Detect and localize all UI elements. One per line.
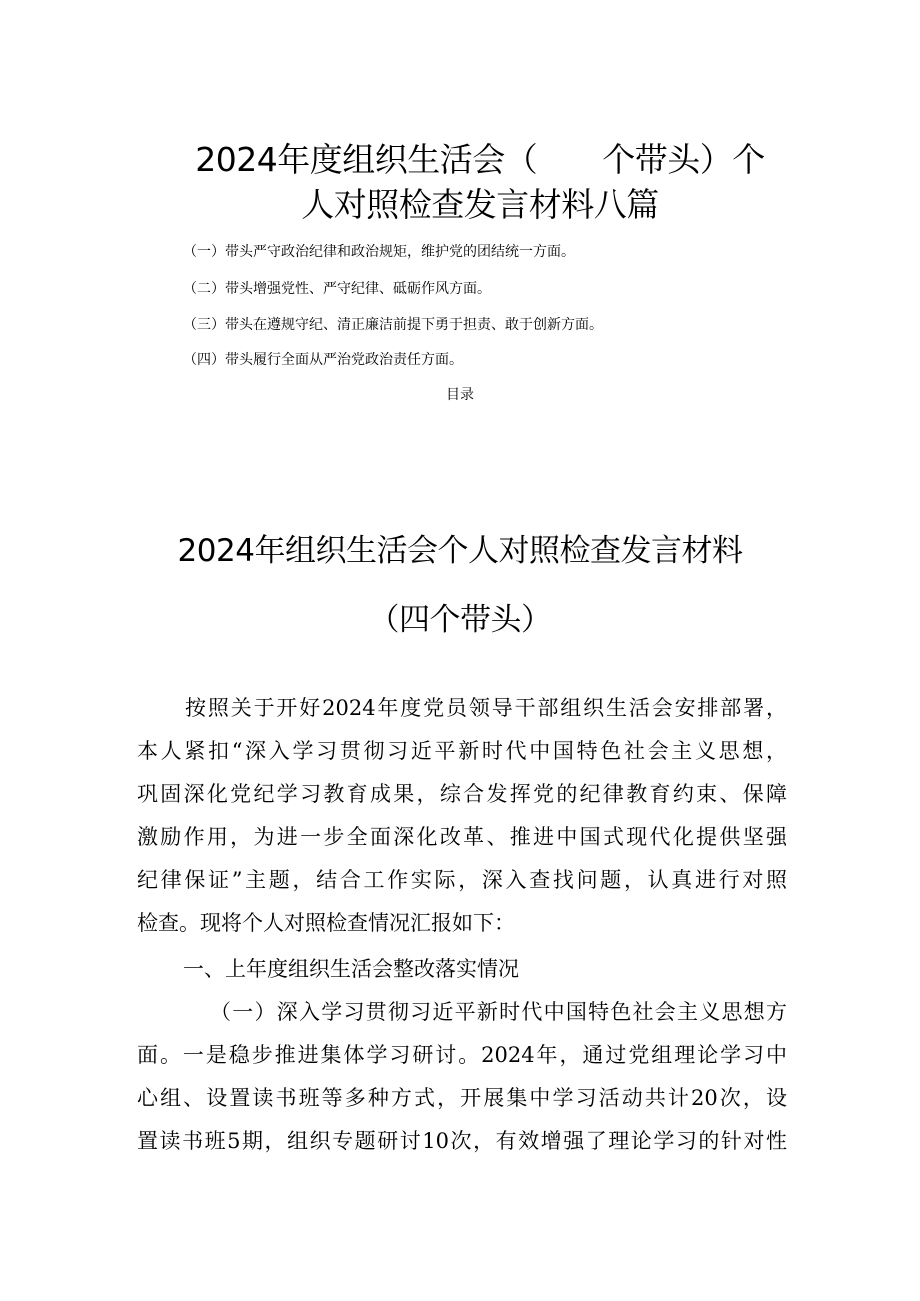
- toc-item: （二）带头增强党性、严守纪律、砥砺作风方面。: [183, 281, 491, 297]
- intro-line: 本人紧扣“深入学习贯彻习近平新时代中国特色社会主义思想，: [137, 739, 787, 763]
- intro-line: 激励作用，为进一步全面深化改革、推进中国式现代化提供坚强: [137, 825, 787, 849]
- section-heading: 一、上年度组织生活会整改落实情况: [183, 957, 519, 981]
- toc-item: （一）带头严守政治纪律和政治规矩，维护党的团结统一方面。: [183, 244, 575, 260]
- article-title-line-2: （四个带头）: [368, 602, 552, 638]
- article-title-line-1: 2024年组织生活会个人对照检查发言材料: [177, 533, 743, 569]
- intro-line: 按照关于开好2024年度党员领导干部组织生活会安排部署，: [185, 696, 787, 720]
- cover-title-line-1: 2024年度组织生活会（ 个带头）个: [195, 140, 765, 179]
- intro-line: 巩固深化党纪学习教育成果，综合发挥党的纪律教育约束、保障: [137, 782, 787, 806]
- intro-line: 检查。现将个人对照检查情况汇报如下：: [137, 911, 515, 935]
- intro-line: 纪律保证”主题，结合工作实际，深入查找问题，认真进行对照: [137, 868, 787, 892]
- toc-label: 目录: [446, 387, 474, 403]
- toc-item: （三）带头在遵规守纪、清正廉洁前提下勇于担责、敢于创新方面。: [183, 317, 603, 333]
- section-line: 心组、设置读书班等多种方式，开展集中学习活动共计20次，设: [137, 1086, 787, 1110]
- section-line: 面。一是稳步推进集体学习研讨。2024年，通过党组理论学习中: [137, 1043, 787, 1067]
- section-line: 置读书班5期，组织专题研讨10次，有效增强了理论学习的针对性: [137, 1129, 787, 1153]
- toc-item: （四）带头履行全面从严治党政治责任方面。: [183, 352, 463, 368]
- section-line: （一）深入学习贯彻习近平新时代中国特色社会主义思想方: [210, 1000, 787, 1024]
- cover-title-line-2: 人对照检查发言材料八篇: [301, 185, 659, 224]
